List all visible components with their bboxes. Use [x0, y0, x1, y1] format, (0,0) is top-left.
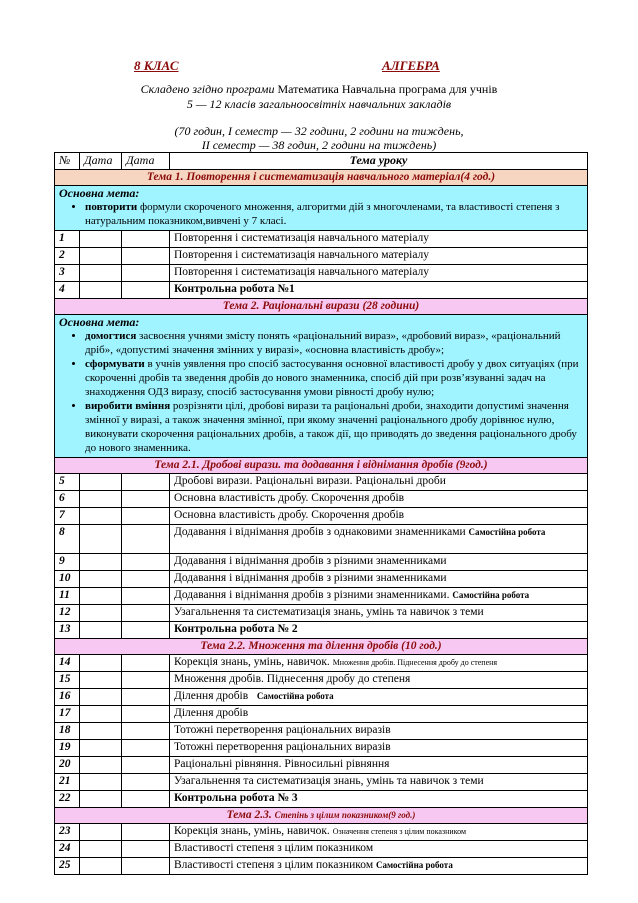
table-row — [55, 491, 588, 508]
lesson-subnote: Множення дробів. Піднесення дробу до степеня — [332, 658, 498, 667]
table-row — [55, 588, 588, 605]
lesson-number: 23 — [55, 824, 80, 841]
independent-work-note: Самостійна робота — [452, 590, 530, 600]
date-cell — [80, 248, 122, 265]
table-row — [55, 858, 588, 875]
lesson-title: Контрольна робота №1 — [170, 282, 588, 299]
table-row — [55, 554, 588, 571]
program-line-1a: Складено згідно програми — [140, 82, 275, 96]
lesson-title: Додавання і віднімання дробів з різними знаменниками — [170, 571, 588, 588]
date-cell — [80, 605, 122, 622]
date-cell — [122, 282, 170, 299]
lesson-title-cell — [170, 689, 588, 706]
date-cell — [122, 571, 170, 588]
date-cell — [80, 672, 122, 689]
goal-lead: домогтися — [85, 330, 137, 342]
lesson-title: Ділення дробів — [170, 706, 588, 723]
goal-text: в учнів уявлення про спосіб застосування основної властивості дробу у двох ситуаціях (при скороченні дробів та зведення дробів до нового знаменника, спосіб дій при розв’язуванні задач на знаходження ОДЗ виразу, спосіб застосування умови рівності дробу нулю; — [85, 358, 579, 398]
lesson-number: 15 — [55, 672, 80, 689]
date-cell — [80, 841, 122, 858]
date-cell — [122, 672, 170, 689]
lesson-number: 14 — [55, 655, 80, 672]
date-cell — [122, 525, 170, 554]
program-line-1b: Математика Навчальна програма для учнів — [277, 82, 498, 96]
date-cell — [122, 791, 170, 808]
date-cell — [122, 474, 170, 491]
col-number: № — [55, 153, 80, 170]
date-cell — [80, 655, 122, 672]
goal-row — [55, 315, 588, 458]
lesson-number: 17 — [55, 706, 80, 723]
date-cell — [122, 757, 170, 774]
table-row — [55, 605, 588, 622]
goal-lead: виробити вміння — [85, 400, 171, 412]
lesson-number: 12 — [55, 605, 80, 622]
date-cell — [80, 858, 122, 875]
date-cell — [80, 265, 122, 282]
lesson-number: 22 — [55, 791, 80, 808]
table-row — [55, 723, 588, 740]
subtopic-row — [55, 639, 588, 655]
table-row — [55, 571, 588, 588]
goal-item — [85, 399, 583, 455]
date-cell — [80, 791, 122, 808]
date-cell — [122, 248, 170, 265]
date-cell — [80, 824, 122, 841]
subtopic-title: Тема 2.1. Дробові вирази. та додавання і віднімання дробів (9год.) — [55, 458, 588, 474]
table-row — [55, 706, 588, 723]
lesson-title: Контрольна робота № 2 — [170, 622, 588, 639]
date-cell — [122, 605, 170, 622]
lesson-title: Основна властивість дробу. Скорочення дробів — [170, 491, 588, 508]
lesson-title: Повторення і систематизація навчального матеріалу — [170, 265, 588, 282]
date-cell — [80, 525, 122, 554]
lesson-title: Дробові вирази. Раціональні вирази. Раціональні дроби — [170, 474, 588, 491]
table-row — [55, 774, 588, 791]
subject-heading: АЛГЕБРА — [382, 58, 440, 73]
lesson-title: Ділення дробів — [174, 690, 249, 702]
lesson-title: Додавання і віднімання дробів з різними знаменниками — [170, 554, 588, 571]
goal-text: розрізняти цілі, дробові вирази та раціональні дроби, знаходити допустимі значення змінної у виразі, а також значення змінної, при якому значенні раціонального дробу дорівнює нулю, виконувати скорочення раціональних дробів, а також дії, що приводять до зведення раціонального дробу до нового знаменника. — [85, 400, 577, 454]
goal-text: засвоєння учнями змісту понять «раціональний вираз», «дробовий вираз», «раціональний дріб», «допустимі значення змінних у виразі», «основна властивість дробу»; — [85, 330, 561, 356]
lesson-number: 1 — [55, 231, 80, 248]
date-cell — [80, 774, 122, 791]
lesson-number: 3 — [55, 265, 80, 282]
lesson-title: Узагальнення та систематизація знань, умінь та навичок з теми — [170, 774, 588, 791]
table-row — [55, 672, 588, 689]
program-line-1 — [0, 82, 638, 97]
table-row — [55, 282, 588, 299]
date-cell — [80, 491, 122, 508]
date-cell — [122, 841, 170, 858]
table-row — [55, 622, 588, 639]
lesson-title-cell — [170, 824, 588, 841]
date-cell — [80, 508, 122, 525]
table-row — [55, 824, 588, 841]
lesson-title-cell — [170, 588, 588, 605]
date-cell — [80, 706, 122, 723]
subtopic-title-cell — [55, 808, 588, 824]
subtopic-row — [55, 458, 588, 474]
goal-label: Основна мета: — [59, 315, 140, 329]
table-row — [55, 525, 588, 554]
goal-lead: сформувати — [85, 358, 145, 370]
lesson-title: Корекція знань, умінь, навичок. — [174, 825, 330, 837]
table-row — [55, 740, 588, 757]
subtopic-title: Тема 2.3. — [226, 809, 272, 821]
program-line-2: 5 — 12 класів загальноосвітніх навчальних закладів — [186, 97, 452, 111]
table-row — [55, 841, 588, 858]
date-cell — [122, 689, 170, 706]
date-cell — [80, 740, 122, 757]
lesson-plan-table — [54, 152, 588, 875]
date-cell — [122, 265, 170, 282]
lesson-title: Тотожні перетворення раціональних виразів — [170, 740, 588, 757]
lesson-title: Множення дробів. Піднесення дробу до степеня — [170, 672, 588, 689]
date-cell — [80, 723, 122, 740]
col-lesson-topic: Тема уроку — [170, 153, 588, 170]
lesson-number: 9 — [55, 554, 80, 571]
date-cell — [122, 655, 170, 672]
date-cell — [122, 774, 170, 791]
lesson-number: 4 — [55, 282, 80, 299]
topic-title: Тема 1. Повторення і систематизація навчального матеріал(4 год.) — [55, 170, 588, 186]
lesson-title: Контрольна робота № 3 — [170, 791, 588, 808]
goal-cell — [55, 186, 588, 231]
lesson-title: Основна властивість дробу. Скорочення дробів — [170, 508, 588, 525]
date-cell — [80, 231, 122, 248]
lesson-number: 8 — [55, 525, 80, 554]
topic-row — [55, 299, 588, 315]
lesson-title: Корекція знань, умінь, навичок. — [174, 656, 330, 668]
lesson-number: 7 — [55, 508, 80, 525]
date-cell — [80, 588, 122, 605]
lesson-number: 5 — [55, 474, 80, 491]
date-cell — [122, 554, 170, 571]
lesson-title-cell — [170, 655, 588, 672]
date-cell — [80, 282, 122, 299]
goal-cell — [55, 315, 588, 458]
topic-title: Тема 2. Раціональні вирази (28 години) — [55, 299, 588, 315]
grade-heading: 8 КЛАС — [134, 58, 179, 73]
table-row — [55, 655, 588, 672]
lesson-number: 6 — [55, 491, 80, 508]
date-cell — [80, 622, 122, 639]
date-cell — [122, 508, 170, 525]
date-cell — [122, 622, 170, 639]
goal-row — [55, 186, 588, 231]
table-row — [55, 757, 588, 774]
date-cell — [80, 757, 122, 774]
lesson-number: 25 — [55, 858, 80, 875]
table-row — [55, 248, 588, 265]
table-row — [55, 265, 588, 282]
independent-work-note: Самостійна робота — [375, 860, 453, 870]
lesson-number: 13 — [55, 622, 80, 639]
topic-row — [55, 170, 588, 186]
lesson-title-cell — [170, 858, 588, 875]
lesson-title-cell — [170, 525, 588, 554]
lesson-number: 10 — [55, 571, 80, 588]
date-cell — [122, 723, 170, 740]
independent-work-note: Самостійна робота — [468, 527, 546, 537]
subtopic-title-small: Степінь з цілим показником(9 год.) — [274, 810, 416, 820]
date-cell — [80, 474, 122, 491]
hours-line-2: ІІ семестр — 38 годин, 2 години на тиждень) — [201, 138, 437, 152]
col-date-2: Дата — [122, 153, 170, 170]
lesson-subnote: Означення степеня з цілим показником — [332, 827, 467, 836]
date-cell — [122, 231, 170, 248]
lesson-number: 20 — [55, 757, 80, 774]
lesson-title: Властивості степеня з цілим показником — [174, 859, 374, 871]
lesson-title: Додавання і віднімання дробів з однаковими знаменниками — [174, 526, 466, 538]
lesson-number: 24 — [55, 841, 80, 858]
lesson-title: Додавання і віднімання дробів з різними знаменниками. — [174, 589, 450, 601]
lesson-number: 21 — [55, 774, 80, 791]
lesson-title: Властивості степеня з цілим показником — [170, 841, 588, 858]
lesson-number: 18 — [55, 723, 80, 740]
lesson-title: Повторення і систематизація навчального матеріалу — [170, 231, 588, 248]
lesson-number: 2 — [55, 248, 80, 265]
table-row — [55, 231, 588, 248]
date-cell — [80, 571, 122, 588]
goal-text: формули скороченого множення, алгоритми дій з многочленами, та властивості степеня з натуральним показником,вивчені у 7 класі. — [85, 201, 560, 227]
lesson-number: 11 — [55, 588, 80, 605]
table-row — [55, 474, 588, 491]
lesson-title: Раціональні рівняння. Рівносильні рівняння — [170, 757, 588, 774]
date-cell — [80, 689, 122, 706]
date-cell — [122, 824, 170, 841]
goal-item — [85, 329, 583, 357]
lesson-title: Повторення і систематизація навчального матеріалу — [170, 248, 588, 265]
date-cell — [80, 554, 122, 571]
lesson-title: Тотожні перетворення раціональних виразів — [170, 723, 588, 740]
date-cell — [122, 491, 170, 508]
date-cell — [122, 740, 170, 757]
col-date-1: Дата — [80, 153, 122, 170]
table-row — [55, 791, 588, 808]
date-cell — [122, 706, 170, 723]
goal-item — [85, 357, 583, 399]
lesson-title: Узагальнення та систематизація знань, умінь та навичок з теми — [170, 605, 588, 622]
table-row — [55, 508, 588, 525]
goal-lead: повторити — [85, 201, 138, 213]
goal-list — [59, 329, 583, 455]
subtopic-row — [55, 808, 588, 824]
lesson-number: 19 — [55, 740, 80, 757]
subtopic-title: Тема 2.2. Множення та ділення дробів (10 год.) — [55, 639, 588, 655]
hours-line-1: (70 годин, І семестр — 32 години, 2 години на тиждень, — [174, 124, 464, 138]
goal-label: Основна мета: — [59, 186, 140, 200]
goal-list — [59, 200, 583, 228]
date-cell — [122, 588, 170, 605]
goal-item — [85, 200, 583, 228]
independent-work-note: Самостійна робота — [256, 691, 334, 701]
table-row — [55, 689, 588, 706]
lesson-number: 16 — [55, 689, 80, 706]
date-cell — [122, 858, 170, 875]
table-header-row — [55, 153, 588, 170]
